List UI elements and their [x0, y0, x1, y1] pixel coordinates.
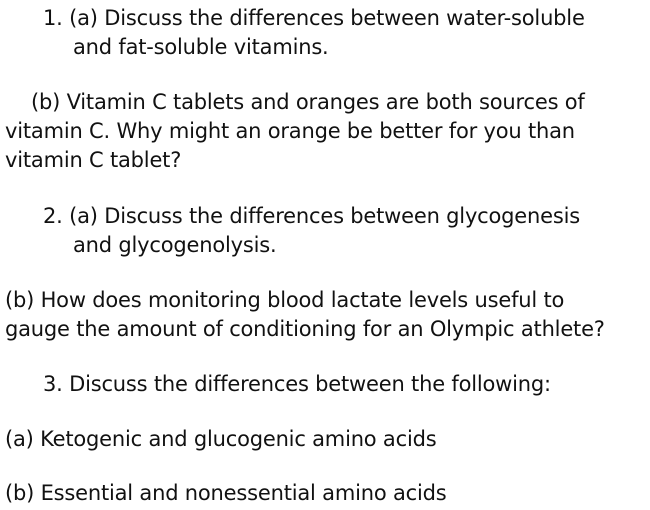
text-line: 2. (a) Discuss the differences between glycogenesis [43, 204, 580, 228]
text-line: vitamin C. Why might an orange be better for you than [5, 119, 575, 143]
text-line: and glycogenolysis. [73, 233, 277, 257]
text-line: (b) How does monitoring blood lactate levels useful to [5, 288, 565, 312]
text-line: (a) Ketogenic and glucogenic amino acids [5, 427, 437, 451]
text-line: 3. Discuss the differences between the following: [43, 372, 551, 396]
text-line: and fat-soluble vitamins. [73, 35, 329, 59]
text-line: 1. (a) Discuss the differences between water-soluble [43, 6, 585, 30]
text-line: (b) Vitamin C tablets and oranges are both sources of [31, 90, 585, 114]
text-line: gauge the amount of conditioning for an Olympic athlete? [5, 317, 605, 341]
text-line: (b) Essential and nonessential amino acids [5, 481, 447, 505]
text-line: vitamin C tablet? [5, 148, 182, 172]
